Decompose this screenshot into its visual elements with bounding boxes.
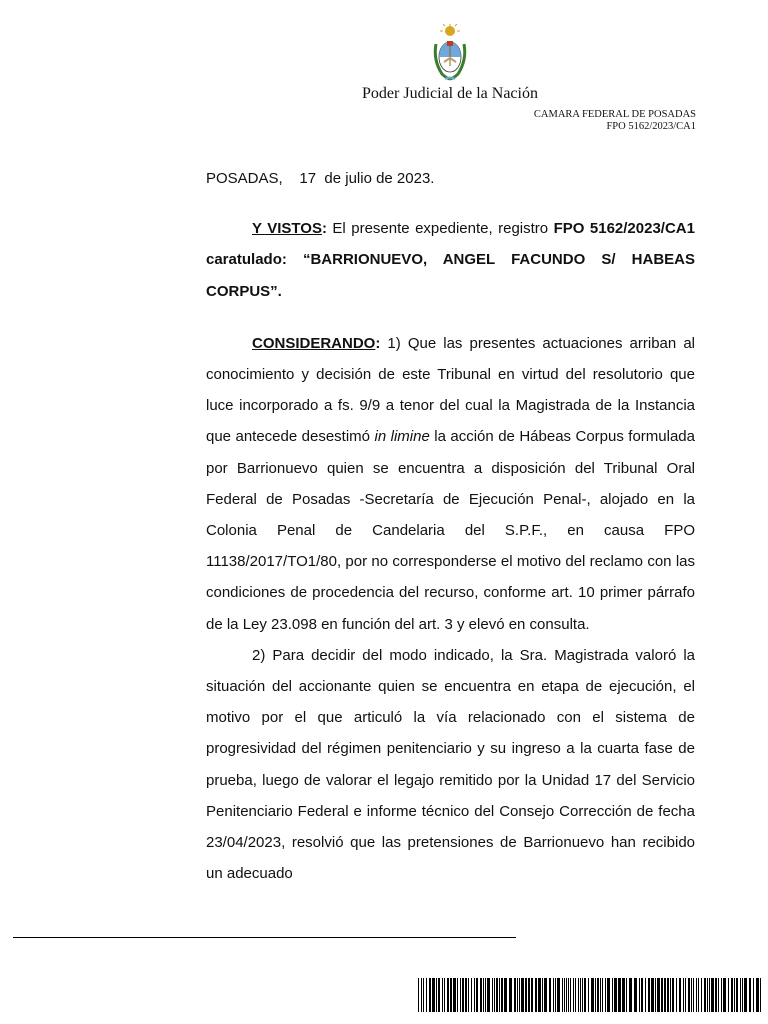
vistos-heading: Y VISTOS — [252, 220, 322, 238]
paragraph-2: 2) Para decidir del modo indicado, la Sra. Magistrada valoró la situación del accionante quien se encuentra en etapa de ejecución, el motivo por el que articuló la vía relacionado con el sistema de progresividad del régimen penitenciario y su ingreso a la cuarta fase de prueba, luego de valorar el legajo remitido por la Unidad 17 del Servicio Penitenciario Federal e informe técnico del Consejo Corrección de fecha 23/04/2023, resolvió que las pretensiones de Barrionuevo han recibido un adecuado — [206, 646, 695, 883]
case-title: FPO 5162/2023/CA1 caratulado: “BARRIONUEVO, ANGEL FACUNDO S/ HABEAS CORPUS”. — [206, 220, 695, 300]
vistos-colon: : — [321, 220, 327, 238]
considerando-heading: CONSIDERANDO — [252, 334, 376, 352]
considerando-paragraph — [206, 328, 695, 640]
document-body — [206, 163, 695, 889]
considerando-text-2: la acción de Hábeas Corpus formulada por Barrionuevo quien se encuentra a disposición del Tribunal Oral Federal de Posadas -Secretaría de Ejecución Penal-, alojado en la Colonia Penal de Candelaria del S.P.F., en causa FPO 11138/2017/TO1/80, por no corresponderse el motivo del reclamo con las condiciones de procedencia del recurso, conforme art. 10 primer párrafo de la Ley 23.098 en función del art. 3 y elevó en consulta. — [206, 428, 695, 633]
argentina-coat-of-arms — [430, 24, 470, 82]
barcode — [418, 978, 764, 1012]
date-line: POSADAS, 17 de julio de 2023. — [206, 170, 435, 187]
file-number: FPO 5162/2023/CA1 — [606, 121, 696, 132]
vistos-text: El presente expediente, registro — [326, 220, 554, 238]
organization-name: Poder Judicial de la Nación — [362, 85, 538, 102]
vistos-paragraph — [206, 213, 695, 307]
court-name: CAMARA FEDERAL DE POSADAS — [533, 109, 696, 120]
court-header — [534, 109, 696, 133]
considerando-colon: : — [375, 334, 381, 352]
considerando-italic: in limine — [374, 428, 430, 446]
considerando-text-1: 1) Que las presentes actuaciones arriban al conocimiento y decisión de este Tribunal en virtud del resolutorio que luce incorporado a fs. 9/9 a tenor del cual la Magistrada de la Instancia que antecede desestimó — [206, 334, 695, 446]
footer-divider — [13, 937, 516, 938]
